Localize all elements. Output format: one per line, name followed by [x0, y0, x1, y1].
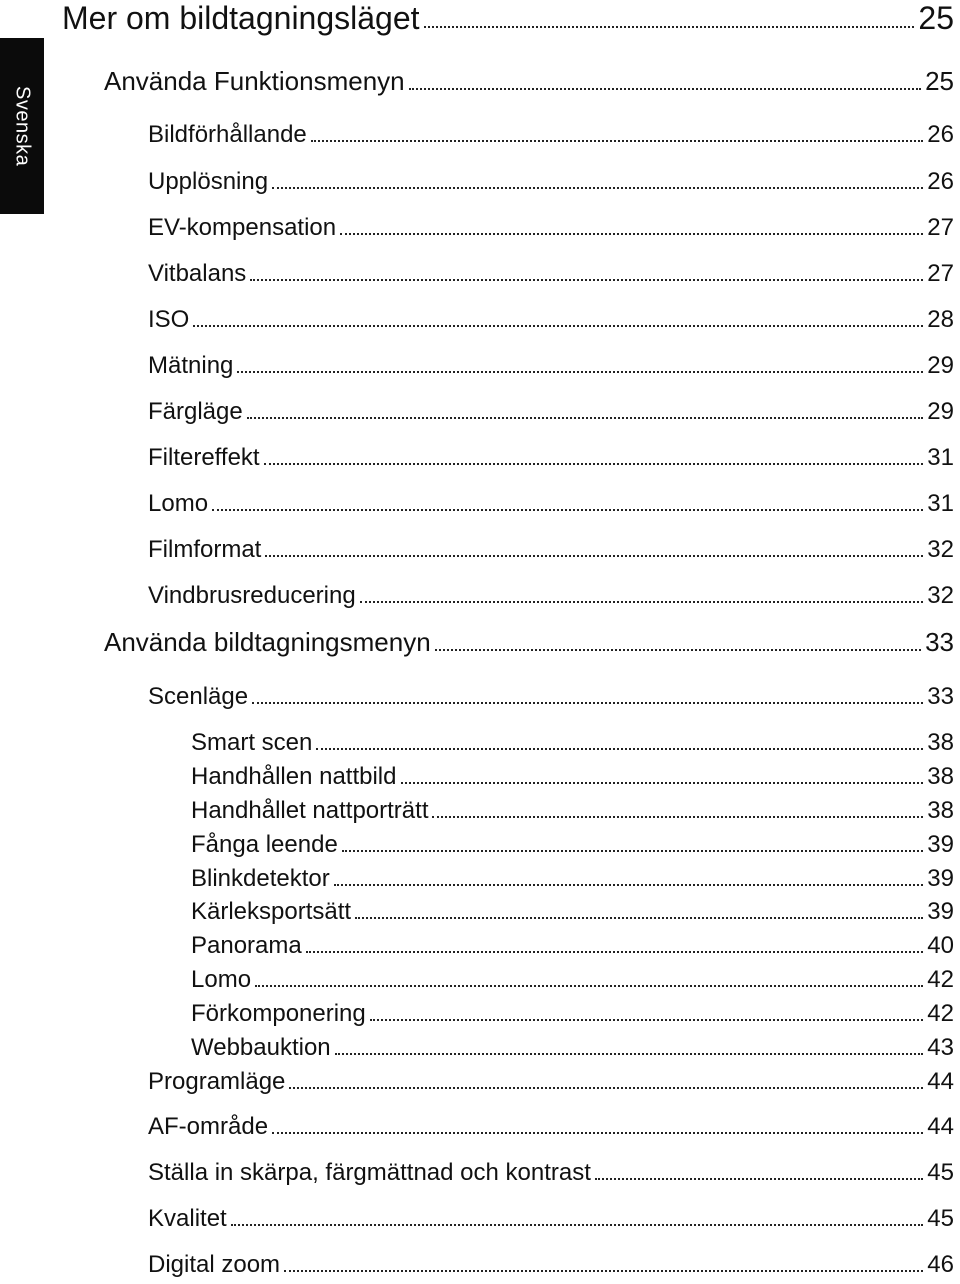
- toc-entry[interactable]: [148, 1159, 954, 1187]
- toc-entry-page: 25: [925, 66, 954, 96]
- toc-entry-page: 25: [918, 0, 954, 36]
- toc-entry[interactable]: [148, 306, 954, 334]
- toc-entry[interactable]: [191, 932, 954, 960]
- toc-leader-dots: [401, 782, 924, 784]
- toc-entry[interactable]: [148, 168, 954, 196]
- toc-leader-dots: [193, 325, 923, 327]
- toc-entry[interactable]: [148, 398, 954, 426]
- toc-entry-title: Vindbrusreducering: [148, 582, 356, 609]
- toc-entry-title: Upplösning: [148, 168, 269, 195]
- toc-entry-page: 27: [927, 214, 954, 241]
- toc-entry-title: Smart scen: [191, 729, 313, 756]
- toc-entry-title: Mer om bildtagningsläget: [62, 0, 420, 36]
- toc-entry[interactable]: [191, 831, 954, 859]
- toc-entry-page: 32: [927, 582, 954, 609]
- toc-leader-dots: [272, 187, 923, 189]
- toc-leader-dots: [340, 233, 923, 235]
- toc-entry-page: 26: [927, 168, 954, 195]
- toc-entry-page: 39: [927, 865, 954, 892]
- toc-leader-dots: [250, 279, 923, 281]
- toc-entry[interactable]: [148, 536, 954, 564]
- toc-entry-page: 31: [927, 444, 954, 471]
- toc-leader-dots: [255, 985, 923, 987]
- toc-entry[interactable]: [148, 1205, 954, 1233]
- toc-entry[interactable]: [191, 763, 954, 791]
- toc-entry-title: Lomo: [148, 490, 209, 517]
- toc-entry-title: Färgläge: [148, 398, 243, 425]
- language-tab: [0, 38, 44, 214]
- toc-entry-page: 42: [927, 1000, 954, 1027]
- toc-entry-page: 29: [927, 352, 954, 379]
- toc-entry[interactable]: [148, 1068, 954, 1096]
- toc-entry[interactable]: [148, 582, 954, 610]
- toc-entry[interactable]: [191, 966, 954, 994]
- toc-entry-title: Panorama: [191, 932, 302, 959]
- toc-leader-dots: [355, 917, 923, 919]
- toc-entry-page: 39: [927, 898, 954, 925]
- toc-leader-dots: [595, 1178, 923, 1180]
- toc-entry[interactable]: [191, 729, 954, 757]
- toc-entry-page: 28: [927, 306, 954, 333]
- toc-entry-title: Lomo: [191, 966, 252, 993]
- toc-leader-dots: [289, 1087, 923, 1089]
- toc-entry-title: Blinkdetektor: [191, 865, 330, 892]
- toc-entry-page: 38: [927, 797, 954, 824]
- toc-entry-title: AF-område: [148, 1113, 269, 1140]
- toc-entry-title: ISO: [148, 306, 190, 333]
- toc-entry-page: 32: [927, 536, 954, 563]
- toc-leader-dots: [237, 371, 923, 373]
- toc-entry-title: Programläge: [148, 1068, 286, 1095]
- toc-entry-page: 26: [927, 121, 954, 148]
- toc-entry-title: Fånga leende: [191, 831, 338, 858]
- toc-entry-page: 38: [927, 763, 954, 790]
- toc-entry-title: Kärleksportsätt: [191, 898, 352, 925]
- toc-entry-title: Handhållet nattporträtt: [191, 797, 429, 824]
- toc-entry[interactable]: [104, 627, 954, 658]
- toc-entry-title: Använda Funktionsmenyn: [104, 66, 405, 96]
- toc-leader-dots: [409, 88, 921, 90]
- toc-leader-dots: [306, 951, 924, 953]
- toc-entry[interactable]: [148, 260, 954, 288]
- language-tab-label: Svenska: [11, 85, 34, 167]
- toc-entry-title: Filtereffekt: [148, 444, 260, 471]
- toc-entry-title: Webbauktion: [191, 1034, 331, 1061]
- toc-leader-dots: [252, 702, 923, 704]
- toc-entry-title: Ställa in skärpa, färgmättnad och kontrast: [148, 1159, 591, 1186]
- toc-entry-page: 33: [925, 627, 954, 657]
- toc-leader-dots: [284, 1270, 923, 1272]
- toc-entry[interactable]: [148, 121, 954, 149]
- toc-entry[interactable]: [148, 490, 954, 518]
- toc-leader-dots: [272, 1132, 923, 1134]
- toc-entry-page: 45: [927, 1159, 954, 1186]
- toc-leader-dots: [334, 884, 924, 886]
- toc-entry-page: 45: [927, 1205, 954, 1232]
- toc-entry-title: Filmformat: [148, 536, 262, 563]
- toc-leader-dots: [247, 417, 924, 419]
- toc-entry-title: Digital zoom: [148, 1251, 281, 1278]
- toc-leader-dots: [265, 555, 923, 557]
- toc-leader-dots: [212, 509, 923, 511]
- toc-entry-title: Förkomponering: [191, 1000, 366, 1027]
- toc-entry-page: 29: [927, 398, 954, 425]
- toc-entry-title: Bildförhållande: [148, 121, 307, 148]
- toc-leader-dots: [231, 1224, 924, 1226]
- toc-entry[interactable]: [148, 352, 954, 380]
- toc-entry-page: 39: [927, 831, 954, 858]
- toc-leader-dots: [316, 748, 923, 750]
- toc-leader-dots: [335, 1053, 924, 1055]
- toc-entry[interactable]: [104, 66, 954, 97]
- toc-entry[interactable]: [148, 214, 954, 242]
- toc-entry[interactable]: [148, 1113, 954, 1141]
- toc-leader-dots: [432, 816, 923, 818]
- toc-entry-title: EV-kompensation: [148, 214, 337, 241]
- toc-leader-dots: [311, 140, 924, 142]
- toc-entry-page: 27: [927, 260, 954, 287]
- toc-entry[interactable]: [191, 797, 954, 825]
- toc-entry-page: 42: [927, 966, 954, 993]
- toc-entry-title: Kvalitet: [148, 1205, 227, 1232]
- toc-entry-title: Scenläge: [148, 683, 249, 710]
- toc-entry[interactable]: [191, 865, 954, 893]
- toc-entry-page: 46: [927, 1251, 954, 1278]
- toc-entry-page: 44: [927, 1113, 954, 1140]
- toc-entry-page: 38: [927, 729, 954, 756]
- toc-entry-title: Använda bildtagningsmenyn: [104, 627, 431, 657]
- toc-leader-dots: [435, 649, 921, 651]
- toc-entry-page: 44: [927, 1068, 954, 1095]
- toc-entry-page: 31: [927, 490, 954, 517]
- toc-entry[interactable]: [148, 1251, 954, 1279]
- toc-leader-dots: [264, 463, 924, 465]
- toc-entry[interactable]: [191, 1000, 954, 1028]
- toc-leader-dots: [360, 601, 924, 603]
- toc-entry-title: Vitbalans: [148, 260, 247, 287]
- toc-leader-dots: [370, 1019, 924, 1021]
- toc-entry[interactable]: [191, 898, 954, 926]
- toc-entry-section[interactable]: [62, 0, 954, 37]
- toc-leader-dots: [424, 26, 915, 28]
- toc-entry-page: 43: [927, 1034, 954, 1061]
- toc-entry[interactable]: [191, 1034, 954, 1062]
- toc-entry-page: 40: [927, 932, 954, 959]
- toc-leader-dots: [342, 850, 924, 852]
- toc-entry-title: Handhållen nattbild: [191, 763, 397, 790]
- toc-entry[interactable]: [148, 683, 954, 711]
- toc-entry[interactable]: [148, 444, 954, 472]
- toc-entry-page: 33: [927, 683, 954, 710]
- toc-entry-title: Mätning: [148, 352, 234, 379]
